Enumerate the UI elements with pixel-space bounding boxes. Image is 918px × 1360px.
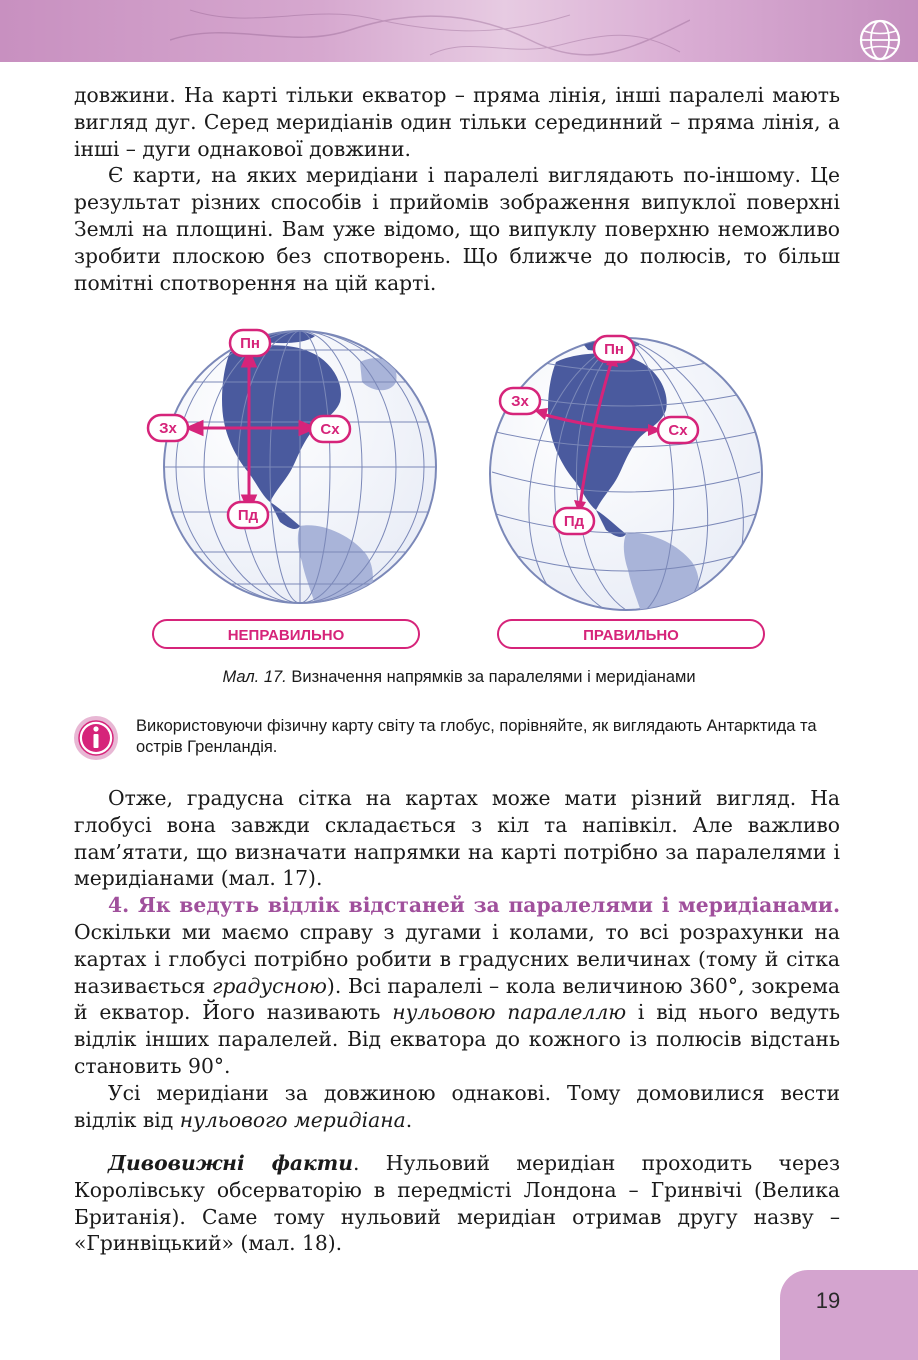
- paragraph-1: довжини. На карті тільки екватор – пряма лінія, інші паралелі мають вигляд дуг. Серед меридіанів один тільки серединний – пряма лінія, а інші – дуги однакової довжини.: [74, 83, 840, 161]
- caption-label: Мал. 17.: [222, 668, 287, 686]
- paragraph-5: [74, 1080, 840, 1134]
- section-4-em-2: нульовою паралеллю: [392, 1000, 627, 1025]
- facts-paragraph: [74, 1150, 840, 1257]
- section-4-text-c: і від нього ведуть відлік інших паралелей. Від екватора до кожного із полюсів відстань становить 90°.: [74, 1000, 841, 1078]
- left-north-label: Пн: [240, 335, 260, 352]
- page-number: 19: [815, 1288, 841, 1313]
- section-4-paragraph: [74, 892, 840, 1080]
- header-band: [0, 0, 918, 62]
- left-east-label: Сх: [320, 421, 340, 438]
- figure-17: [0, 322, 918, 662]
- paragraph-5-text: Усі меридіани за довжиною однакові. Тому домовилися вести відлік від: [74, 1080, 840, 1132]
- facts-text: . Нульовий меридіан проходить через Королівську обсерваторію в передмісті Лондона – Гринвічі (Велика Британія). Саме тому нульовий меридіан отримав другу назву – «Гринвіцький» (мал. 18).: [74, 1151, 841, 1256]
- left-globe: [148, 328, 436, 622]
- right-north-label: Пн: [604, 341, 624, 358]
- main-text: [74, 785, 840, 1133]
- paragraph-3: Отже, градусна сітка на картах може мати різний вигляд. На глобусі вона завжди складається з кіл та напівкіл. Але важливо пам’ятати, що визначати напрямки на карті потрібно за паралелями і меридіанами (мал. 17).: [74, 786, 840, 891]
- left-verdict: НЕПРАВИЛЬНО: [227, 627, 345, 644]
- old-map-decoration: [170, 0, 690, 62]
- right-west-label: Зх: [511, 393, 529, 410]
- page-number-tab: [780, 1270, 918, 1360]
- right-globe: [490, 336, 762, 630]
- globe-logo-icon: [858, 18, 902, 62]
- caption-text: Визначення напрямків за паралелями і меридіанами: [286, 668, 696, 686]
- section-4-text-a: Оскільки ми маємо справу з дугами і колами, то всі розрахунки на картах і глобусі потрібно робити в градусних величинах (тому й сітка називається: [74, 919, 840, 998]
- facts-label: Дивовижні факти: [108, 1151, 353, 1175]
- info-icon: [72, 714, 120, 762]
- figure-caption: [0, 668, 918, 687]
- globes-illustration: [0, 322, 918, 662]
- section-4-em-1: градусною: [212, 973, 327, 998]
- section-4-heading: 4. Як ведуть відлік відстаней за паралелями і меридіанами.: [108, 893, 840, 918]
- right-east-label: Сх: [668, 422, 688, 439]
- facts-block: [74, 1150, 840, 1257]
- paragraph-5-em: нульового меридіана: [179, 1107, 406, 1132]
- info-text: Використовуючи фізичну карту світу та глобус, порівняйте, як виглядають Антарктида та острів Гренландія.: [136, 717, 817, 756]
- right-south-label: Пд: [563, 513, 585, 530]
- paragraph-2: Є карти, на яких меридіани і паралелі виглядають по-іншому. Це результат різних способів і прийомів зображення випуклої поверхні Землі на площині. Вам уже відомо, що випуклу поверхню неможливо зробити плоскою без спотворень. Що ближче до полюсів, то більш помітні спотворення на цій карті.: [74, 163, 840, 295]
- intro-text: [74, 82, 840, 296]
- left-south-label: Пд: [237, 507, 259, 524]
- info-box: [72, 714, 842, 770]
- right-verdict: ПРАВИЛЬНО: [583, 627, 679, 644]
- section-4-text-b: ). Всі паралелі – кола величиною 360°, зокрема й екватор. Його називають: [74, 973, 840, 1025]
- left-west-label: Зх: [159, 420, 177, 437]
- paragraph-5-end: .: [405, 1107, 413, 1132]
